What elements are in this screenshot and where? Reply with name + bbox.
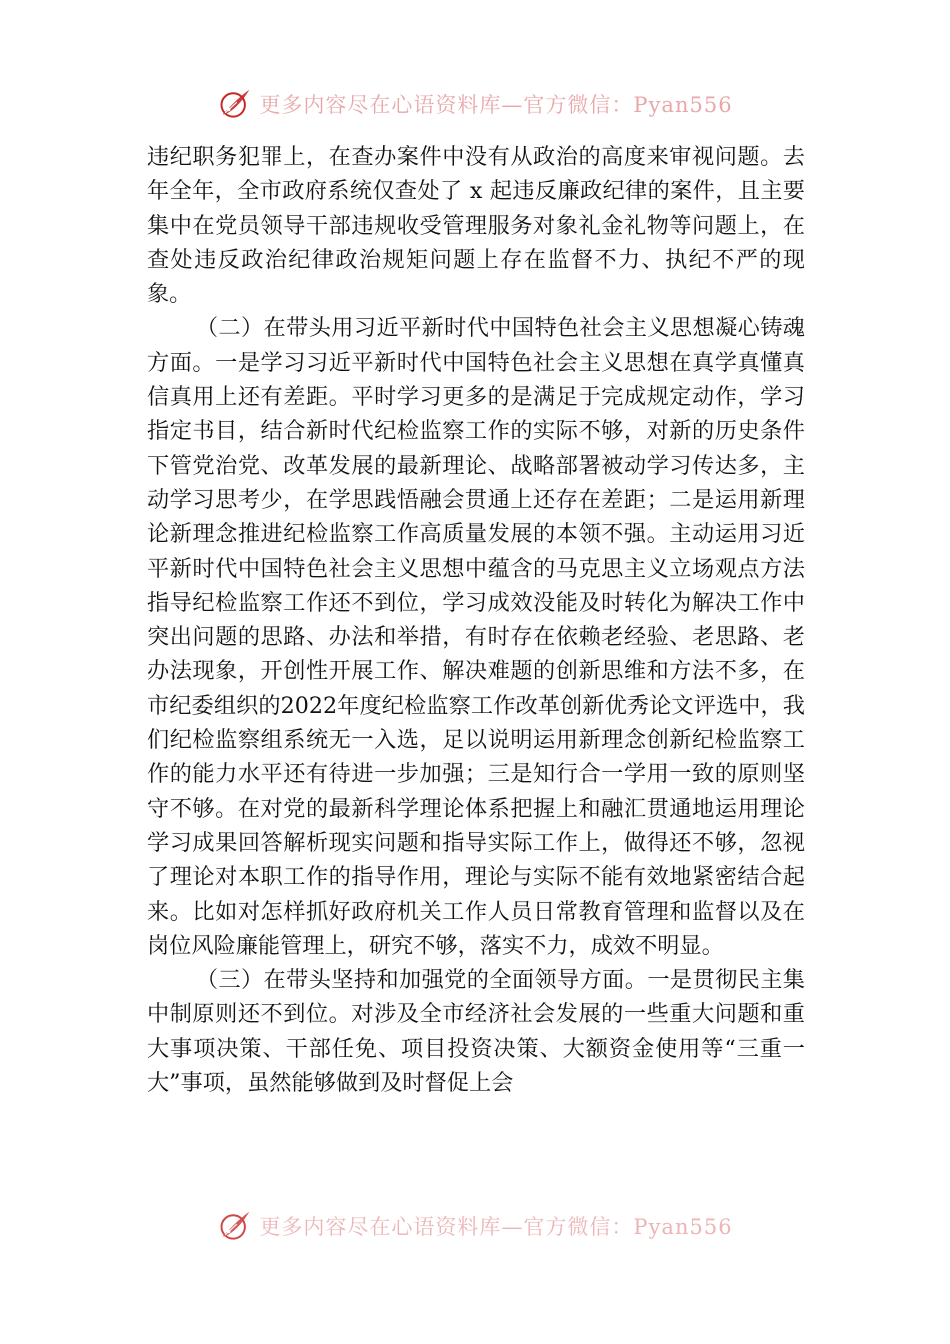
- paragraph-3: （三）在带头坚持和加强党的全面领导方面。一是贯彻民主集中制原则还不到位。对涉及全市经济社会发展的一些重大问题和重大事项决策、干部任免、项目投资决策、大额资金使用等“三重一大”事项，虽然能够做到及时督促上会: [147, 967, 805, 1097]
- quill-pen-logo-icon: [217, 86, 253, 122]
- document-body: [147, 140, 805, 1100]
- watermark-header: [0, 84, 950, 124]
- watermark-text: 更多内容尽在心语资料库—官方微信：Pyan556: [259, 1215, 733, 1239]
- paragraph-1: 违纪职务犯罪上，在查办案件中没有从政治的高度来审视问题。去年全年，全市政府系统仅查处了 x 起违反廉政纪律的案件，且主要集中在党员领导干部违规收受管理服务对象礼金礼物等问题上，在查处违反政治纪律政治规矩问题上存在监督不力、执纪不严的现象。: [147, 144, 805, 308]
- watermark-text: 更多内容尽在心语资料库—官方微信：Pyan556: [259, 93, 733, 117]
- quill-pen-logo-icon: [217, 1208, 253, 1244]
- watermark-footer: [0, 1206, 950, 1246]
- paragraph-2: （二）在带头用习近平新时代中国特色社会主义思想凝心铸魂方面。一是学习习近平新时代中国特色社会主义思想在真学真懂真信真用上还有差距。平时学习更多的是满足于完成规定动作，学习指定书目，结合新时代纪检监察工作的实际不够，对新的历史条件下管党治党、改革发展的最新理论、战略部署被动学习传达多，主动学习思考少，在学思践悟融会贯通上还存在差距；二是运用新理论新理念推进纪检监察工作高质量发展的本领不强。主动运用习近平新时代中国特色社会主义思想中蕴含的马克思主义立场观点方法指导纪检监察工作还不到位，学习成效没能及时转化为解决工作中突出问题的思路、办法和举措，有时存在依赖老经验、老思路、老办法现象，开创性开展工作、解决难题的创新思维和方法不多，在市纪委组织的2022年度纪检监察工作改革创新优秀论文评选中，我们纪检监察组系统无一入选，足以说明运用新理念创新纪检监察工作的能力水平还有待进一步加强；三是知行合一学用一致的原则坚守不够。在对党的最新科学理论体系把握上和融汇贯通地运用理论学习成果回答解析现实问题和指导实际工作上，做得还不够，忽视了理论对本职工作的指导作用，理论与实际不能有效地紧密结合起来。比如对怎样抓好政府机关工作人员日常教育管理和监督以及在岗位风险廉能管理上，研究不够，落实不力，成效不明显。: [147, 315, 805, 959]
